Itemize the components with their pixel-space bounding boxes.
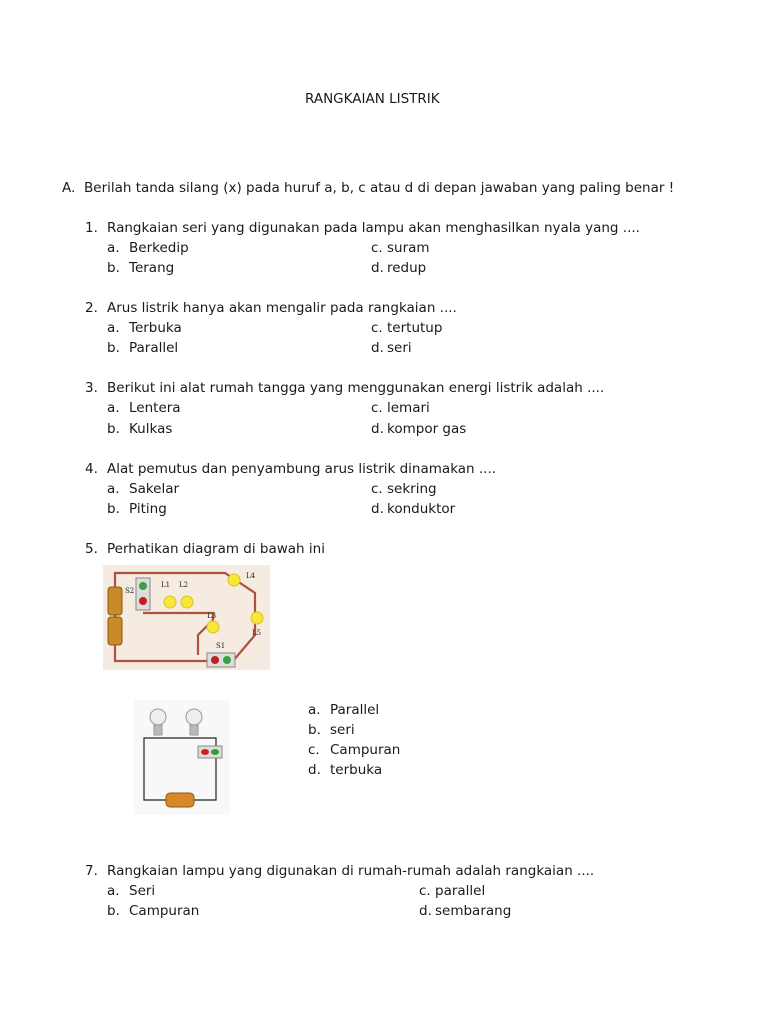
label-s1: S1 [216,642,226,650]
option-letter: b. [107,260,120,276]
option-text: Campuran [129,903,200,919]
option-letter: b. [107,501,120,517]
option-text: sekring [387,481,437,497]
question-number: 4. [85,461,98,477]
option-text: terbuka [330,762,383,778]
option-text: Seri [129,883,156,899]
option-text: Lentera [129,400,181,416]
option-letter: d. [419,903,432,919]
option-letter: a. [107,883,120,899]
option-text: Piting [129,501,167,517]
question-text: Berikut ini alat rumah tangga yang menggunakan energi listrik adalah .... [107,380,605,396]
option-text: konduktor [387,501,456,517]
option-text: Terbuka [129,320,182,336]
option-text: Campuran [330,742,401,758]
question-number: 3. [85,380,98,396]
option-text: lemari [387,400,430,416]
option-text: Terang [129,260,175,276]
label-l4: L4 [246,572,256,580]
option-text: sembarang [435,903,512,919]
option-letter: a. [107,481,120,497]
label-l5: L5 [252,629,262,637]
switch-icon [198,746,222,758]
option-text: suram [387,240,430,256]
section-letter: A. [62,180,76,196]
option-text: Parallel [330,702,380,718]
question-text: Alat pemutus dan penyambung arus listrik dinamakan .... [107,461,497,477]
option-letter: d. [371,260,384,276]
question-text: Arus listrik hanya akan mengalir pada rangkaian .... [107,300,457,316]
question-text: Rangkaian lampu yang digunakan di rumah-rumah adalah rangkaian .... [107,863,595,879]
option-letter: c. [371,481,383,497]
option-text: seri [330,722,355,738]
option-letter: d. [308,762,321,778]
question-number: 5. [85,541,98,557]
option-letter: a. [107,400,120,416]
question-number: 7. [85,863,98,879]
section-instruction: Berilah tanda silang (x) pada huruf a, b, c atau d di depan jawaban yang paling benar ! [84,180,675,196]
option-text: parallel [435,883,486,899]
option-letter: b. [308,722,321,738]
option-letter: c. [371,400,383,416]
option-letter: b. [107,421,120,437]
option-text: seri [387,340,412,356]
option-letter: c. [308,742,320,758]
option-text: Sakelar [129,481,180,497]
option-text: kompor gas [387,421,467,437]
circuit-diagram-mixed [103,565,270,670]
label-l1: L1 [161,581,171,589]
option-letter: c. [419,883,431,899]
option-letter: b. [107,903,120,919]
label-l3: L3 [207,612,217,620]
label-s2: S2 [125,587,135,595]
option-letter: b. [107,340,120,356]
option-letter: d. [371,501,384,517]
option-letter: a. [107,320,120,336]
option-letter: c. [371,240,383,256]
option-text: Parallel [129,340,179,356]
question-text: Perhatikan diagram di bawah ini [107,541,325,557]
option-letter: a. [308,702,321,718]
option-letter: a. [107,240,120,256]
option-text: Berkedip [129,240,189,256]
label-l2: L2 [179,581,189,589]
option-text: tertutup [387,320,443,336]
option-letter: d. [371,340,384,356]
question-number: 1. [85,220,98,236]
question-text: Rangkaian seri yang digunakan pada lampu akan menghasilkan nyala yang .... [107,220,640,236]
option-letter: d. [371,421,384,437]
option-letter: c. [371,320,383,336]
page-title: RANGKAIAN LISTRIK [305,91,440,107]
switch-s1-icon [207,653,235,667]
question-number: 2. [85,300,98,316]
switch-s2-icon [136,578,150,610]
option-text: Kulkas [129,421,173,437]
battery-icon [166,793,194,807]
circuit-diagram-series [134,700,230,815]
option-text: redup [387,260,427,276]
